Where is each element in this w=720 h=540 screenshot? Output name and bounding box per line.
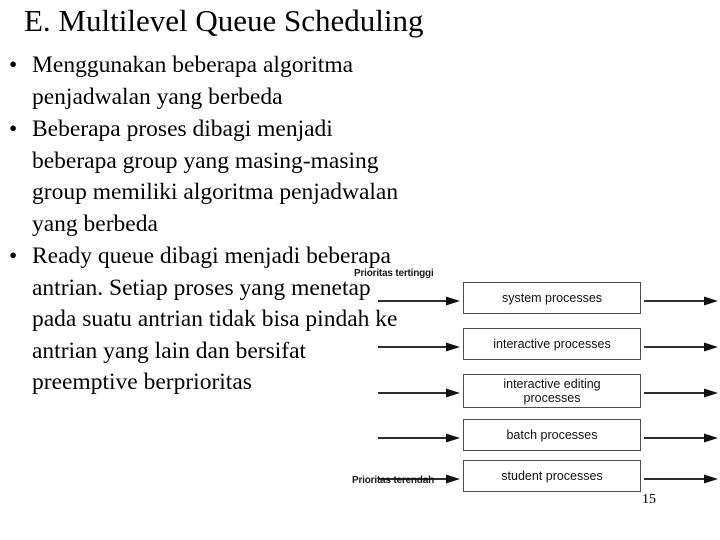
queue-box [463,374,641,408]
queue-row [350,328,720,362]
list-item [0,241,400,399]
bullet-marker: • [9,243,18,269]
outgoing-arrow-icon [644,474,718,484]
bullet-marker: • [9,52,18,78]
incoming-arrow-icon [378,296,460,306]
outgoing-arrow-icon [644,296,718,306]
list-item-text: Ready queue dibagi menjadi beberapa antrian. Setiap proses yang menetap pada suatu antrian tidak bisa pindah ke antrian yang lain dan bersifat preemptive berprioritas [32,243,398,395]
queue-box [463,419,641,451]
list-item-text: Beberapa proses dibagi menjadi beberapa group yang masing-masing group memiliki algoritma penjadwalan yang berbeda [32,116,399,237]
queue-row [350,460,720,494]
queue-row [350,374,720,408]
list-item [0,114,400,240]
queue-row [350,419,720,453]
list-item [0,50,400,113]
queue-label: system processes [501,291,603,305]
outgoing-arrow-icon [644,388,718,398]
incoming-arrow-icon [378,342,460,352]
highest-priority-label: Prioritas tertinggi [354,268,434,279]
page-title: E. Multilevel Queue Scheduling [24,3,424,38]
list-item-text: Menggunakan beberapa algoritma penjadwalan yang berbeda [32,52,354,110]
queue-label: batch processes [506,428,598,442]
queue-box [463,460,641,492]
queue-box [463,328,641,360]
outgoing-arrow-icon [644,342,718,352]
incoming-arrow-icon [378,388,460,398]
queue-row [350,282,720,316]
incoming-arrow-icon [378,474,460,484]
page-number: 15 [642,492,656,507]
outgoing-arrow-icon [644,433,718,443]
queue-label: interactive editing processes [503,377,601,405]
incoming-arrow-icon [378,433,460,443]
queue-label: interactive processes [493,337,611,351]
queue-label: student processes [501,469,603,483]
bullet-marker: • [9,116,18,142]
lowest-priority-label: Prioritas terendah [352,475,434,486]
bullet-list [0,50,400,400]
queue-box [463,282,641,314]
multilevel-queue-diagram [350,264,720,509]
